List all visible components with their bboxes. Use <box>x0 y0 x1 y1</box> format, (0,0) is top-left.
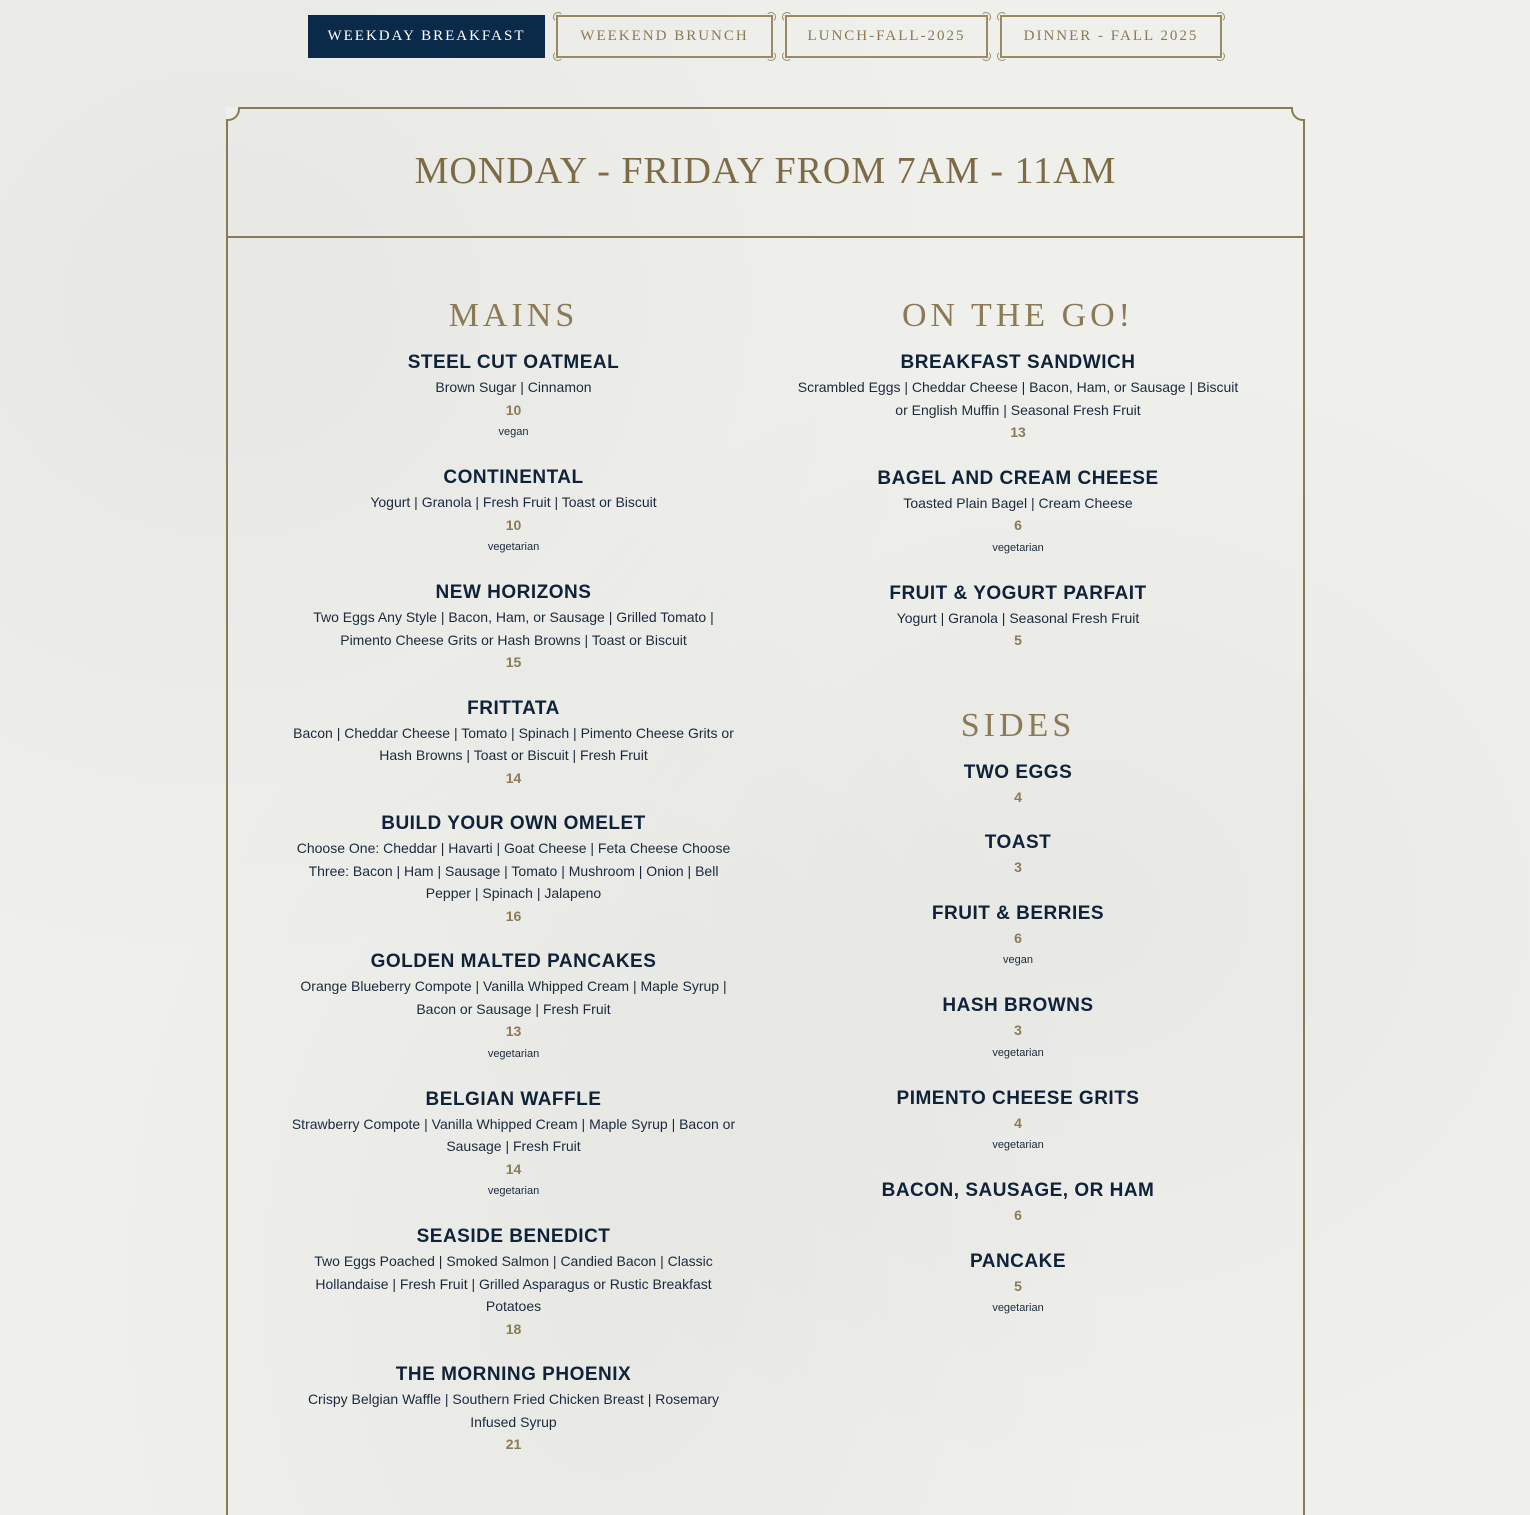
item-description: Orange Blueberry Compote | Vanilla Whipped Cream | Maple Syrup | Bacon or Sausage | Fresh Fruit <box>300 978 727 1017</box>
item-description: Toasted Plain Bagel | Cream Cheese <box>903 494 1133 511</box>
section-title-mains: MAINS <box>448 297 579 334</box>
item-name: SEASIDE BENEDICT <box>416 1226 611 1247</box>
dietary-tag: vegetarian <box>992 1302 1044 1314</box>
sides-section <box>793 704 1243 1320</box>
menu-item <box>286 949 741 1065</box>
item-price: 21 <box>505 1436 522 1452</box>
tab-label: WEEKEND BRUNCH <box>580 28 749 44</box>
tab-label: LUNCH-FALL-2025 <box>807 28 966 44</box>
section-title-on-the-go: ON THE GO! <box>901 297 1134 334</box>
item-price: 13 <box>1010 424 1026 440</box>
item-name: BELGIAN WAFFLE <box>425 1088 602 1110</box>
item-price: 13 <box>505 1023 522 1039</box>
hours-heading: MONDAY - FRIDAY FROM 7AM - 11AM <box>414 150 1117 192</box>
item-description: Yogurt | Granola | Fresh Fruit | Toast or Biscuit <box>370 494 657 510</box>
menu-item <box>286 465 741 558</box>
item-description: Yogurt | Granola | Seasonal Fresh Fruit <box>896 609 1140 626</box>
item-name: FRUIT & YOGURT PARFAIT <box>889 582 1147 604</box>
menu-item <box>286 1087 741 1203</box>
mains-column <box>286 294 741 1478</box>
section-title-sides: SIDES <box>960 706 1076 744</box>
item-description: Two Eggs Any Style | Bacon, Ham, or Sausage | Grilled Tomato | Pimento Cheese Grits or Hash Browns | Toast or Biscuit <box>313 609 714 648</box>
dietary-tag: vegetarian <box>992 1139 1044 1151</box>
corner-ornament <box>766 51 776 61</box>
item-name: THE MORNING PHOENIX <box>395 1364 632 1385</box>
item-name: PANCAKE <box>969 1250 1067 1272</box>
item-price: 4 <box>1014 788 1022 805</box>
item-price: 4 <box>1014 1114 1022 1131</box>
corner-ornament <box>1215 51 1225 61</box>
menu-item <box>286 580 741 674</box>
menu-item <box>286 1362 741 1456</box>
corner-ornament <box>782 12 792 22</box>
corner-ornament <box>981 12 991 22</box>
item-description: Crispy Belgian Waffle | Southern Fried Chicken Breast | Rosemary Infused Syrup <box>307 1391 720 1430</box>
menu-item <box>793 993 1243 1064</box>
corner-ornament <box>766 12 776 22</box>
menu-item <box>286 696 741 790</box>
menu-item <box>793 760 1243 809</box>
item-name: CONTINENTAL <box>443 467 584 488</box>
menu-item <box>286 811 741 927</box>
tab-weekend-brunch[interactable] <box>556 15 773 58</box>
frame-corner-ornament <box>226 107 240 121</box>
dietary-tag: vegan <box>498 426 529 438</box>
item-description: Scrambled Eggs | Cheddar Cheese | Bacon, Ham, or Sausage | Biscuit or English Muffin | Seasonal Fresh Fruit <box>797 379 1239 418</box>
corner-ornament <box>782 51 792 61</box>
item-name: TWO EGGS <box>963 761 1073 783</box>
corner-ornament <box>553 51 563 61</box>
corner-ornament <box>553 12 563 22</box>
item-price: 16 <box>505 907 522 924</box>
corner-ornament <box>981 51 991 61</box>
dietary-tag: vegetarian <box>487 541 540 553</box>
item-name: BACON, SAUSAGE, OR HAM <box>881 1180 1155 1201</box>
item-name: BUILD YOUR OWN OMELET <box>381 813 646 834</box>
item-name: FRITTATA <box>467 697 560 719</box>
item-price: 10 <box>505 516 522 533</box>
item-price: 6 <box>1014 929 1022 946</box>
tab-weekday-breakfast[interactable] <box>308 15 545 58</box>
item-name: BAGEL AND CREAM CHEESE <box>877 467 1159 489</box>
menu-item <box>286 350 741 443</box>
menu-item <box>286 1224 741 1340</box>
tab-dinner-fall-2025[interactable] <box>1000 15 1222 58</box>
item-price: 14 <box>505 769 522 786</box>
corner-ornament <box>997 51 1007 61</box>
tab-label: WEEKDAY BREAKFAST <box>327 28 526 44</box>
item-price: 15 <box>505 654 522 670</box>
tab-label: DINNER - FALL 2025 <box>1023 28 1199 44</box>
item-name: FRUIT & BERRIES <box>931 902 1105 924</box>
item-name: BREAKFAST SANDWICH <box>900 352 1136 373</box>
item-price: 10 <box>505 401 522 418</box>
item-price: 5 <box>1014 632 1022 648</box>
item-price: 14 <box>505 1160 522 1177</box>
menu-item <box>793 1086 1243 1157</box>
item-description: Choose One: Cheddar | Havarti | Goat Cheese | Feta Cheese Choose Three: Bacon | Ham | Sausage | Tomato | Mushroom | Onion | Bell Pepper | Spinach | Jalapeno <box>296 840 731 901</box>
item-price: 18 <box>505 1320 522 1337</box>
menu-item <box>793 1249 1243 1320</box>
item-price: 6 <box>1014 1207 1022 1223</box>
tab-lunch-fall-2025[interactable] <box>785 15 988 58</box>
corner-ornament <box>997 12 1007 22</box>
menu-panel <box>226 107 1305 1515</box>
item-name: TOAST <box>984 832 1052 853</box>
menu-tabs <box>0 15 1530 59</box>
dietary-tag: vegetarian <box>487 1047 540 1060</box>
dietary-tag: vegan <box>1003 954 1033 966</box>
item-name: PIMENTO CHEESE GRITS <box>896 1087 1140 1109</box>
menu-item <box>793 466 1243 559</box>
menu-item <box>793 901 1243 972</box>
dietary-tag: vegetarian <box>992 1046 1044 1059</box>
item-description: Brown Sugar | Cinnamon <box>435 379 592 395</box>
item-name: NEW HORIZONS <box>435 582 592 603</box>
menu-item <box>793 350 1243 444</box>
dietary-tag: vegetarian <box>992 541 1044 554</box>
item-description: Bacon | Cheddar Cheese | Tomato | Spinach | Pimento Cheese Grits or Hash Browns | Toast or Biscuit | Fresh Fruit <box>293 724 734 763</box>
item-name: STEEL CUT OATMEAL <box>407 352 620 373</box>
corner-ornament <box>1215 12 1225 22</box>
dietary-tag: vegetarian <box>487 1185 540 1197</box>
item-price: 3 <box>1014 1022 1022 1038</box>
menu-item <box>793 830 1243 879</box>
right-column <box>793 294 1243 1341</box>
item-name: GOLDEN MALTED PANCAKES <box>370 951 657 972</box>
item-price: 5 <box>1014 1277 1022 1294</box>
item-price: 3 <box>1014 859 1022 875</box>
frame-corner-ornament <box>1291 107 1305 121</box>
item-price: 6 <box>1014 517 1022 533</box>
item-name: HASH BROWNS <box>942 995 1094 1016</box>
item-description: Two Eggs Poached | Smoked Salmon | Candied Bacon | Classic Hollandaise | Fresh Fruit | Grilled Asparagus or Rustic Breakfast Potatoes <box>314 1253 713 1314</box>
menu-item <box>793 1178 1243 1227</box>
item-description: Strawberry Compote | Vanilla Whipped Cream | Maple Syrup | Bacon or Sausage | Fresh Fruit <box>291 1115 736 1154</box>
divider <box>228 236 1303 238</box>
menu-item <box>793 581 1243 652</box>
